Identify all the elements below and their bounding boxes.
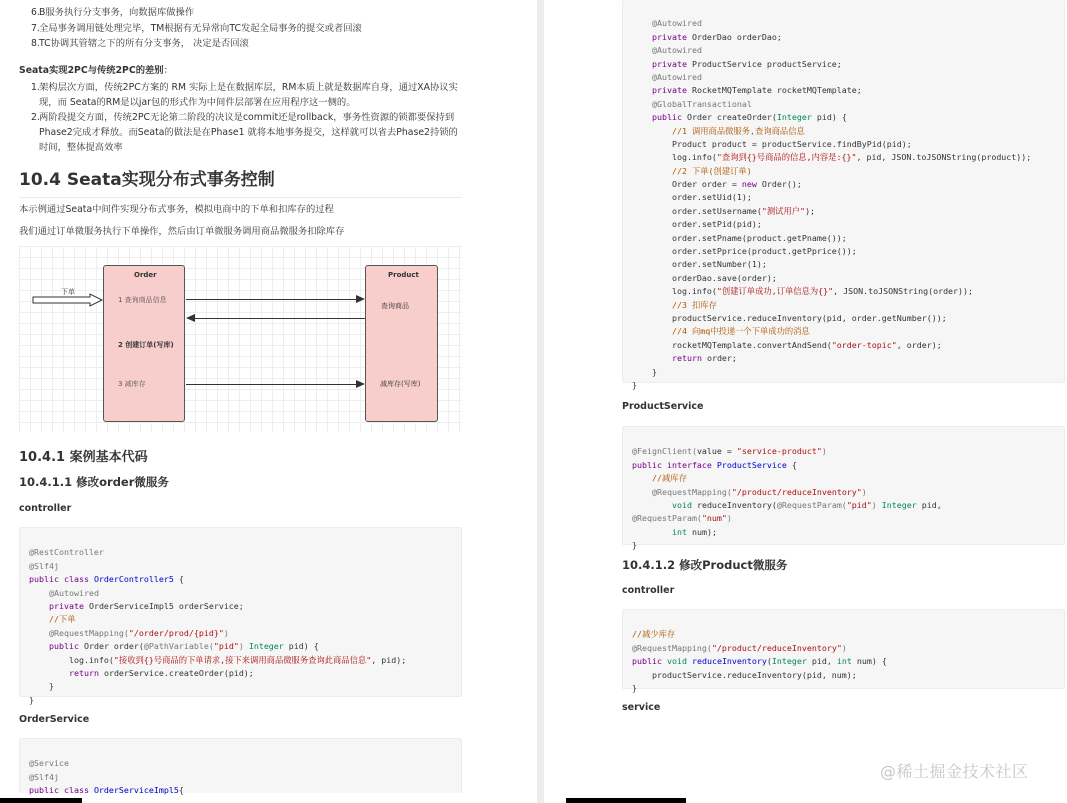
product-service-box: Product 查询商品 减库存(写库)	[365, 265, 438, 422]
heading-modify-product: 10.4.1.2 修改Product微服务	[622, 558, 788, 572]
arrow-right-icon	[356, 295, 365, 303]
intro-paragraph-2: 我们通过订单微服务执行下单操作，然后由订单微服务调用商品微服务扣除库存	[19, 226, 345, 237]
section-title: 10.4 Seata实现分布式事务控制	[19, 165, 462, 198]
list-item: 2. 两阶段提交方面，传统2PC无论第二阶段的决议是commit还是rollback，事务性资源的锁都要保持到Phase2完成才释放。而Seata的做法是在Phase1 就将本地事务提交，这样就可以省去Phase2持锁的时间，整体提高效率	[31, 112, 458, 153]
list-item: 8. TC协调其管辖之下的所有分支事务， 决定是否回滚	[31, 38, 249, 49]
diagram-input-label: 下单	[61, 288, 75, 296]
watermark: @稀土掘金技术社区	[880, 762, 1029, 781]
list-item: 1. 架构层次方面，传统2PC方案的 RM 实际上是在数据库层，RM本质上就是数据库自身，通过XA协议实现，而 Seata的RM是以jar包的形式作为中间件层部署在应用程序这一侧的。	[31, 82, 458, 108]
request-arrow	[186, 299, 356, 300]
label-service: service	[622, 702, 661, 713]
page-gutter	[537, 0, 544, 803]
arrow-left-icon	[186, 314, 195, 322]
intro-paragraph-1: 本示例通过Seata中间件实现分布式事务，模拟电商中的下单和扣库存的过程	[19, 204, 334, 215]
response-arrow	[195, 318, 365, 319]
list-item: 7. 全局事务调用链处理完毕，TM根据有无异常向TC发起全局事务的提交或者回滚	[31, 22, 362, 34]
heading-modify-order: 10.4.1.1 修改order微服务	[19, 475, 169, 489]
label-controller: controller	[19, 503, 72, 514]
architecture-diagram	[19, 246, 462, 432]
product-controller-code-block: //减少库存 @RequestMapping("/product/reduceInventory") public void reduceInventory(Integer pid, int num) { productService.reduceInventory(pid, num); }	[622, 609, 1065, 689]
diff-list	[19, 80, 462, 155]
order-service-box: Order 1 查询商品信息 2 创建订单(写库) 3 减库存	[103, 265, 185, 422]
label-product-service: ProductService	[622, 401, 704, 412]
steps-list-continued	[19, 5, 462, 52]
page-footer-bar	[566, 798, 686, 803]
label-controller: controller	[622, 585, 675, 596]
controller-code-block: @RestController @Slf4j public class OrderController5 { @Autowired private OrderServiceImpl5 orderService; //下单 @RequestMapping("/order/prod/{pid}") public Order order(@PathVariable("pid") Integer pid) { log.info("接收到{}号商品的下单请求,接下来调用商品微服务查询此商品信息", pid); return orderService.createOrder(pid); } }	[19, 527, 462, 697]
heading-basic-code: 10.4.1 案例基本代码	[19, 450, 148, 465]
order-service-code-block: @Service @Slf4j public class OrderServiceImpl5{	[19, 738, 462, 793]
right-page	[544, 0, 1067, 803]
input-arrow-icon	[32, 293, 104, 307]
arrow-right-icon	[356, 380, 365, 388]
product-service-code-block: @FeignClient(value = "service-product") public interface ProductService { //减库存 @RequestMapping("/product/reduceInventory") void reduceInventory(@RequestParam("pid") Integer pid, @RequestParam("num") int num); }	[622, 426, 1065, 545]
order-service-code-continued: @Autowired private OrderDao orderDao; @Autowired private ProductService productService; @Autowired private RocketMQTemplate rocketMQTemplate; @GlobalTransactional public Order createOrder(Integer pid) { //1 调用商品微服务,查询商品信息 Product product = productService.findByPid(pid); log.info("查询到{}号商品的信息,内容是:{}", pid, JSON.toJSONString(product)); //2 下单(创建订单) Order order = new Order(); order.setUid(1); order.setUsername("测试用户"); order.setPid(pid); order.setPname(product.getPname()); order.setPprice(product.getPprice()); order.setNumber(1); orderDao.save(order); log.info("创建订单成功,订单信息为{}", JSON.toJSONString(order)); //3 扣库存 productService.reduceInventory(pid, order.getNumber()); //4 向mq中投递一个下单成功的消息 rocketMQTemplate.convertAndSend("order-topic", order); return order; } }	[622, 0, 1065, 383]
list-item: 6. B服务执行分支事务，向数据库做操作	[31, 7, 195, 18]
reduce-arrow	[186, 384, 356, 385]
page-footer-bar	[0, 798, 82, 803]
label-order-service: OrderService	[19, 714, 90, 725]
diff-heading: Seata实现2PC与传统2PC的差别：	[19, 65, 173, 76]
